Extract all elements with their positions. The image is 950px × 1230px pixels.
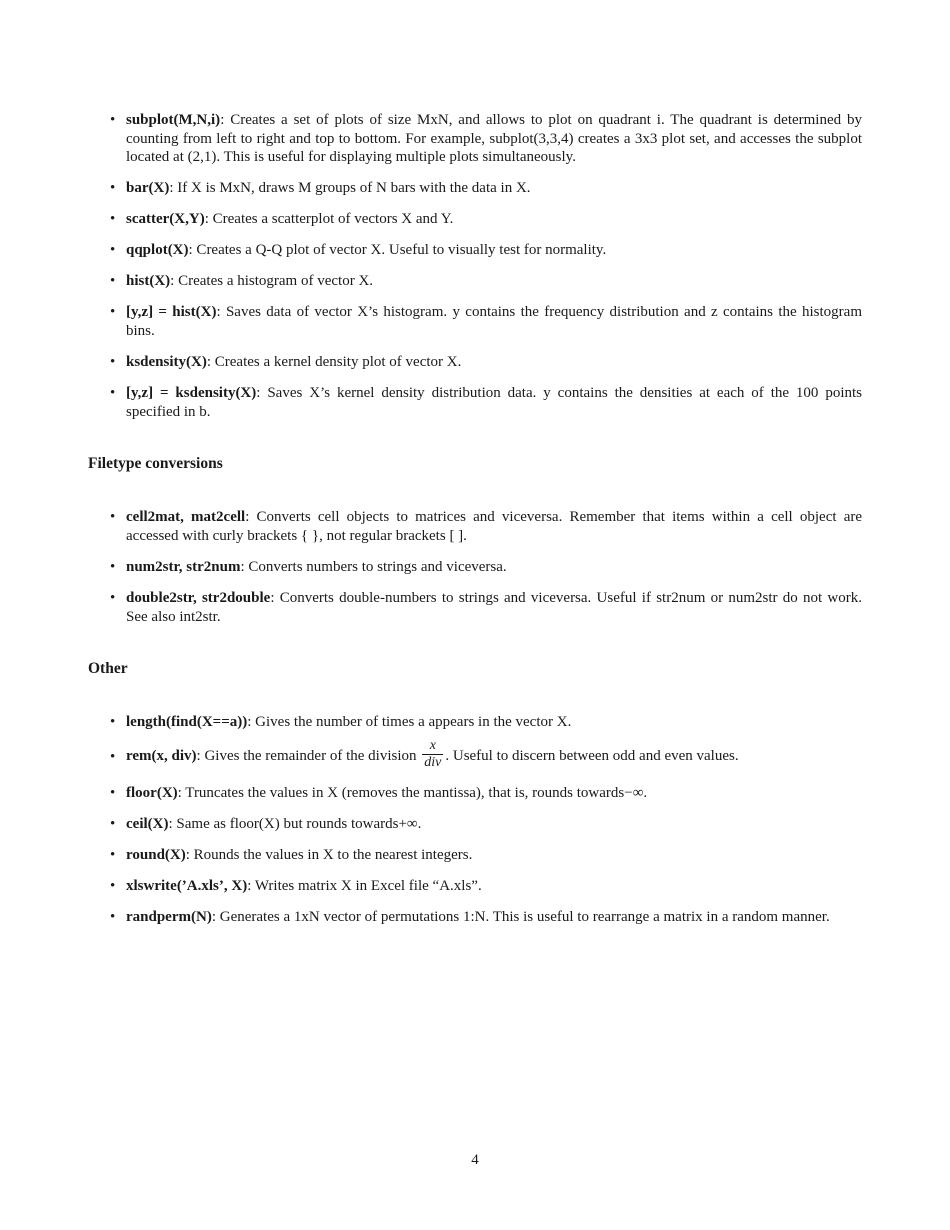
function-name: num2str, str2num — [126, 559, 241, 575]
list-item — [110, 877, 862, 896]
function-name: [y,z] = ksdensity(X) — [126, 385, 257, 401]
fraction-denominator: div — [424, 755, 442, 770]
fraction-numerator: x — [429, 738, 436, 753]
bullet-icon: • — [110, 878, 116, 894]
function-name: randperm(N) — [126, 909, 212, 925]
bullet-icon: • — [110, 749, 116, 765]
list-item — [110, 589, 862, 626]
bullet-icon: • — [110, 273, 116, 289]
function-description: : Creates a kernel density plot of vector X. — [206, 354, 462, 370]
function-name: double2str, str2double — [126, 590, 271, 606]
bullet-icon: • — [110, 354, 116, 370]
function-name: ceil(X) — [126, 816, 169, 832]
function-description: : Creates a set of plots of size MxN, and allows to plot on quadrant i. The quadrant is determined by counting from left to right and top to bottom. For example, subplot(3,3,4) creates a 3x3 plot set, and accesses the subplot located at (2,1). This is useful for displaying multiple plots simultaneously. — [126, 112, 862, 165]
function-name: bar(X) — [126, 180, 170, 196]
function-description: : Gives the number of times a appears in the vector X. — [247, 714, 572, 730]
page-number: 4 — [471, 1152, 479, 1168]
list-item — [110, 241, 862, 260]
bullet-icon: • — [110, 242, 116, 258]
bullet-icon: • — [110, 180, 116, 196]
list-item — [110, 740, 862, 773]
function-description: : Writes matrix X in Excel file “A.xls”. — [247, 878, 482, 894]
list-item — [110, 303, 862, 340]
list-item — [110, 272, 862, 291]
bullet-icon: • — [110, 385, 116, 401]
list-item — [110, 713, 862, 732]
function-description: : Converts double-numbers to strings and viceversa. Useful if str2num or num2str do not work. See also int2str. — [126, 590, 863, 625]
function-name: rem(x, div) — [126, 747, 197, 764]
bullet-icon: • — [110, 211, 116, 227]
function-description: : Converts cell objects to matrices and viceversa. Remember that items within a cell object are accessed with curly brackets { }, not regular brackets [ ]. — [126, 509, 863, 544]
function-name: qqplot(X) — [126, 242, 189, 258]
list-item — [110, 908, 862, 927]
list-item — [110, 210, 862, 229]
function-description: : Creates a scatterplot of vectors X and Y. — [204, 211, 454, 227]
function-name: round(X) — [126, 847, 186, 863]
function-name: subplot(M,N,i) — [126, 112, 221, 128]
function-name: length(find(X==a)) — [126, 714, 248, 730]
list-item — [110, 846, 862, 865]
bullet-icon: • — [110, 304, 116, 320]
section-heading-other: Other — [88, 660, 128, 677]
list-item — [110, 353, 862, 372]
function-description: : Rounds the values in X to the nearest integers. — [185, 847, 473, 863]
list-item — [110, 784, 862, 803]
function-description: : Gives the remainder of the division — [196, 747, 421, 764]
function-description: : Saves X’s kernel density distribution data. y contains the densities at each of the 100 points specified in b. — [126, 385, 862, 420]
function-name: xlswrite(’A.xls’, X) — [126, 878, 248, 894]
bullet-icon: • — [110, 847, 116, 863]
function-name: hist(X) — [126, 273, 171, 289]
bullet-icon: • — [110, 785, 116, 801]
bullet-icon: • — [110, 509, 116, 525]
list-item — [110, 111, 862, 167]
bullet-icon: • — [110, 559, 116, 575]
bullet-icon: • — [110, 714, 116, 730]
function-description: : Same as floor(X) but rounds towards+∞. — [168, 816, 422, 832]
list-item — [110, 384, 862, 421]
function-name: scatter(X,Y) — [126, 211, 205, 227]
function-description: : Creates a Q-Q plot of vector X. Useful to visually test for normality. — [188, 242, 607, 258]
function-description: : If X is MxN, draws M groups of N bars with the data in X. — [169, 180, 531, 196]
function-description-continued: . Useful to discern between odd and even values. — [445, 747, 739, 764]
list-item — [110, 815, 862, 834]
fraction — [422, 738, 443, 771]
function-name: ksdensity(X) — [126, 354, 207, 370]
bullet-icon: • — [110, 590, 116, 606]
function-description: : Converts numbers to strings and viceversa. — [240, 559, 507, 575]
list-item — [110, 508, 862, 545]
bullet-icon: • — [110, 112, 116, 128]
bullet-icon: • — [110, 816, 116, 832]
function-name: floor(X) — [126, 785, 178, 801]
section-heading-filetype: Filetype conversions — [88, 455, 223, 472]
function-description: : Saves data of vector X’s histogram. y contains the frequency distribution and z contains the histogram bins. — [126, 304, 862, 339]
function-description: : Creates a histogram of vector X. — [170, 273, 374, 289]
list-item — [110, 558, 862, 577]
bullet-icon: • — [110, 909, 116, 925]
function-description: : Generates a 1xN vector of permutations 1:N. This is useful to rearrange a matrix in a random manner. — [211, 909, 830, 925]
list-item — [110, 179, 862, 198]
function-name: cell2mat, mat2cell — [126, 509, 246, 525]
function-description: : Truncates the values in X (removes the mantissa), that is, rounds towards−∞. — [177, 785, 648, 801]
function-name: [y,z] = hist(X) — [126, 304, 217, 320]
